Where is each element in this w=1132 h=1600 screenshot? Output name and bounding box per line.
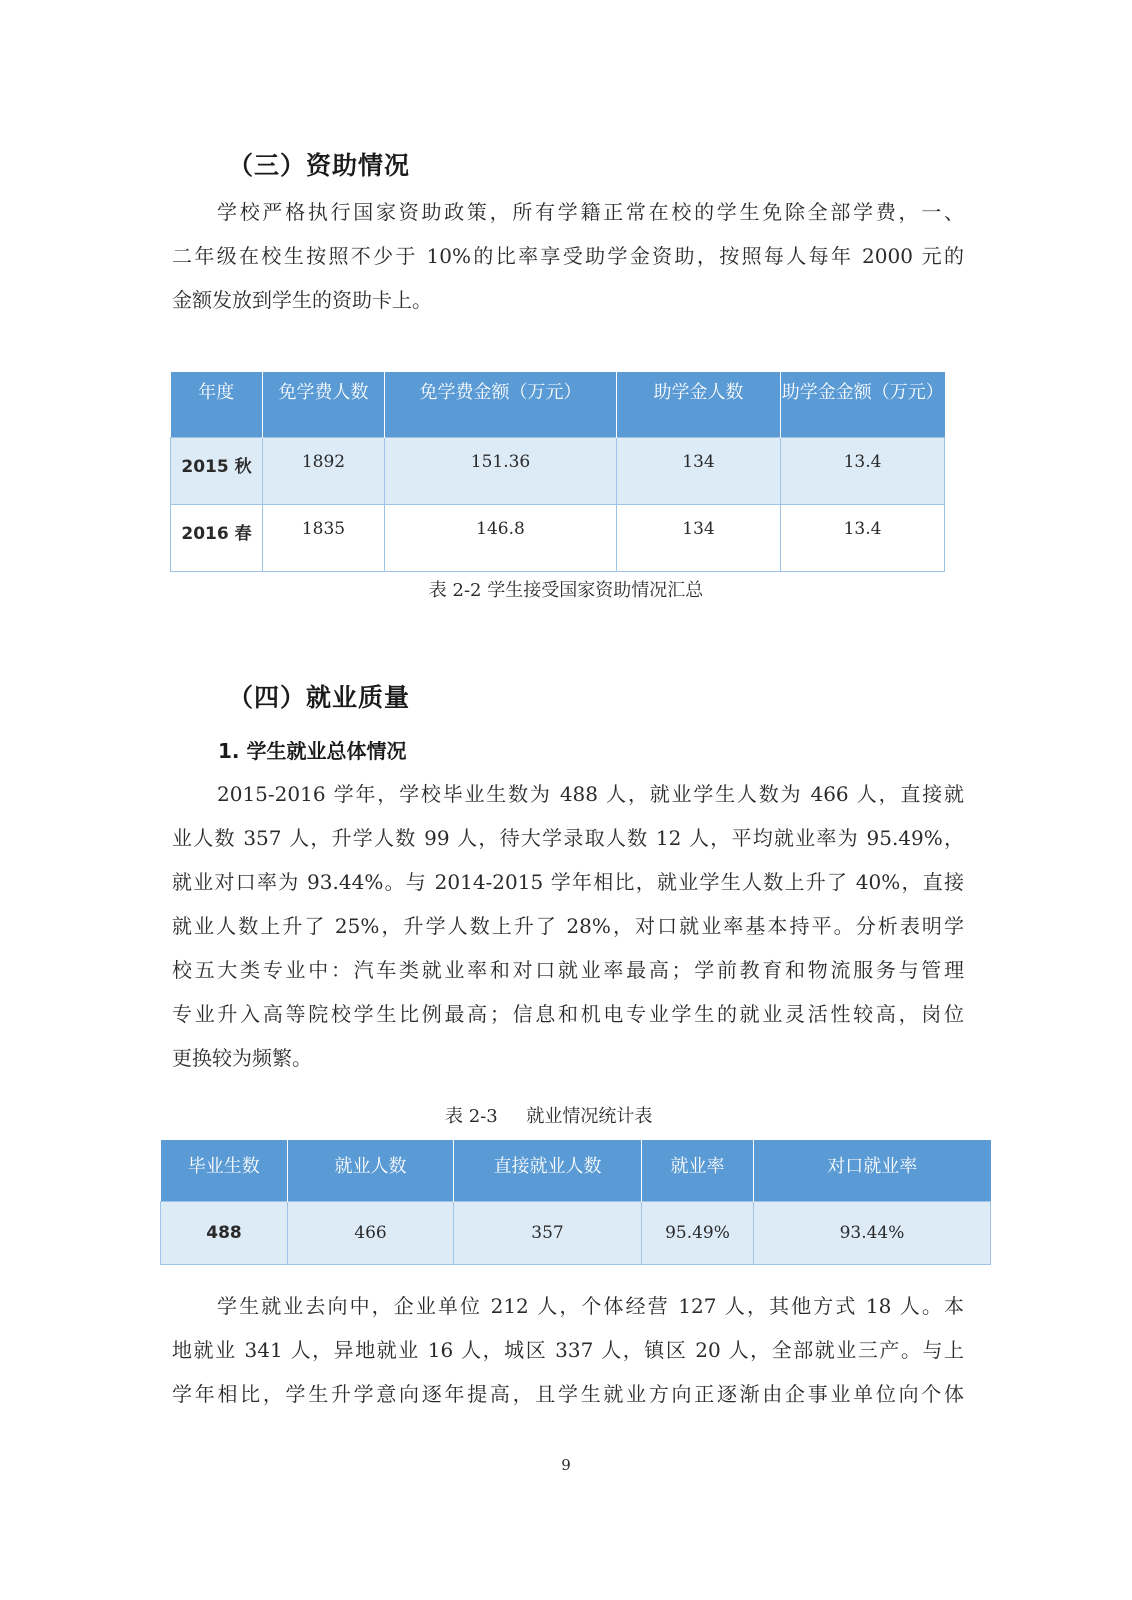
table-cell: 134 (617, 504, 781, 571)
table-row (161, 1201, 991, 1264)
section-4-paragraph-2 (172, 1284, 964, 1416)
employment-table-header-graduates: 毕业生数 (161, 1140, 288, 1201)
section-4-heading: （四）就业质量 (228, 683, 411, 712)
employment-table-header-direct: 直接就业人数 (454, 1140, 642, 1201)
aid-table-header-tuition-count: 免学费人数 (263, 372, 385, 437)
table-cell: 488 (161, 1201, 288, 1264)
table-cell: 146.8 (385, 504, 617, 571)
table-cell: 357 (454, 1201, 642, 1264)
employment-table (160, 1140, 991, 1265)
section-3-heading: （三）资助情况 (228, 151, 411, 180)
aid-table-header-row (171, 372, 945, 437)
table-row (171, 437, 945, 504)
paragraph-line: 金额发放到学生的资助卡上。 (172, 288, 432, 312)
aid-table-header-tuition-amount: 免学费金额（万元） (385, 372, 617, 437)
table-cell: 13.4 (781, 437, 945, 504)
employment-table-caption: 表 2-3 就业情况统计表 (445, 1106, 653, 1127)
aid-table-caption: 表 2-2 学生接受国家资助情况汇总 (428, 580, 704, 601)
aid-table-header-grant-amount: 助学金金额（万元） (781, 372, 945, 437)
paragraph-line: 就业人数上升了 25%，升学人数上升了 28%，对口就业率基本持平。分析表明学 (172, 914, 964, 938)
table-cell: 1892 (263, 437, 385, 504)
paragraph-line: 学生就业去向中，企业单位 212 人，个体经营 127 人，其他方式 18 人。本 (217, 1294, 964, 1318)
table-cell: 151.36 (385, 437, 617, 504)
section-3-paragraph (172, 190, 964, 322)
paragraph-line: 校五大类专业中：汽车类就业率和对口就业率最高；学前教育和物流服务与管理 (172, 958, 964, 982)
table-cell: 93.44% (754, 1201, 991, 1264)
paragraph-line: 学校严格执行国家资助政策，所有学籍正常在校的学生免除全部学费，一、 (217, 200, 964, 224)
paragraph-line: 业人数 357 人，升学人数 99 人，待大学录取人数 12 人，平均就业率为 95.49%， (172, 826, 964, 850)
paragraph-line: 专业升入高等院校学生比例最高；信息和机电专业学生的就业灵活性较高，岗位 (172, 1002, 964, 1026)
employment-table-header-match-rate: 对口就业率 (754, 1140, 991, 1201)
employment-table-header-rate: 就业率 (642, 1140, 754, 1201)
table-cell: 1835 (263, 504, 385, 571)
page-number: 9 (561, 1456, 571, 1474)
paragraph-line: 更换较为频繁。 (172, 1046, 312, 1070)
section-4-subheading: 1. 学生就业总体情况 (218, 739, 407, 763)
paragraph-line: 二年级在校生按照不少于 10%的比率享受助学金资助，按照每人每年 2000 元的 (172, 244, 964, 268)
employment-table-header-employed: 就业人数 (288, 1140, 454, 1201)
table-cell: 2015 秋 (171, 437, 263, 504)
employment-table-header-row (161, 1140, 991, 1201)
paragraph-line: 就业对口率为 93.44%。与 2014-2015 学年相比，就业学生人数上升了 40%，直接 (172, 870, 964, 894)
table-cell: 466 (288, 1201, 454, 1264)
table-cell: 95.49% (642, 1201, 754, 1264)
aid-table-header-grant-count: 助学金人数 (617, 372, 781, 437)
table-cell: 134 (617, 437, 781, 504)
aid-table-header-year: 年度 (171, 372, 263, 437)
aid-table (170, 372, 945, 572)
section-4-paragraph (172, 772, 964, 1080)
table-row (171, 504, 945, 571)
table-cell: 2016 春 (171, 504, 263, 571)
paragraph-line: 2015-2016 学年，学校毕业生数为 488 人，就业学生人数为 466 人，直接就 (217, 782, 964, 806)
paragraph-line: 地就业 341 人，异地就业 16 人，城区 337 人，镇区 20 人，全部就业三产。与上 (172, 1338, 964, 1362)
paragraph-line: 学年相比，学生升学意向逐年提高，且学生就业方向正逐渐由企事业单位向个体 (172, 1382, 964, 1406)
table-cell: 13.4 (781, 504, 945, 571)
